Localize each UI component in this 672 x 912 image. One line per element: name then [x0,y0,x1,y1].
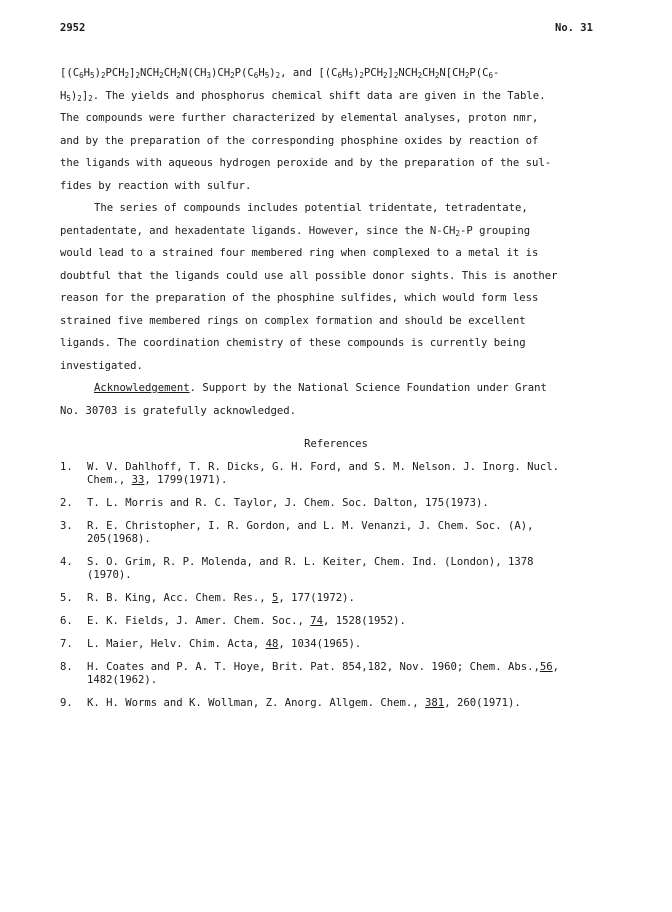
paragraph-line: would lead to a strained four membered ring when complexed to a metal it is [60,247,539,259]
formula-line-2 [60,85,610,108]
paragraph-line: The compounds were further characterized by elemental analyses, proton nmr, [60,112,539,124]
reference-citation-end: , 260(1971). [444,697,521,709]
reference-item [60,461,620,487]
reference-item [60,592,620,605]
reference-number: 6. [60,615,73,627]
reference-citation-end: , 177(1972). [278,592,355,604]
formula-text: CH [163,67,177,79]
subscript: 2 [159,71,164,80]
subscript: 3 [206,71,211,80]
formula-text: H [83,67,91,79]
reference-number: 5. [60,592,73,604]
reference-number: 9. [60,697,73,709]
subscript: 2 [124,71,130,80]
formula-tail: The yields and phosphorus chemical shift data are given in the Table. [99,89,546,102]
formula-text: ) [269,67,276,79]
subscript: 2 [230,71,235,80]
reference-item [60,497,620,510]
subscript: 5 [264,71,270,80]
issue-number: No. 31 [555,22,593,34]
acknowledgement-line [60,377,610,400]
reference-citation: L. Maier, Helv. Chim. Acta, [87,638,266,650]
reference-number: 2. [60,497,73,509]
reference-text [87,697,620,710]
acknowledgement-line: No. 30703 is gratefully acknowledged. [60,404,296,417]
formula-text: )CH [211,67,231,79]
paragraph-line: ligands. The coordination chemistry of these compounds is currently being [60,337,526,349]
reference-text [87,661,620,687]
subscript: 2 [135,71,141,80]
subscript: 6 [337,71,343,80]
reference-citation: S. O. Grim, R. P. Molenda, and R. L. Keiter, Chem. Ind. (London), 1378 (1970). [87,556,534,581]
reference-volume: 48 [265,638,279,650]
reference-text [87,615,620,628]
reference-number: 4. [60,556,73,568]
subscript: 2 [359,71,364,80]
reference-item [60,697,620,710]
formula-text: . [92,89,100,102]
formula-text: ] [129,67,136,79]
formula-text: CH [422,67,435,79]
reference-volume: 381 [425,697,445,709]
subscript: 2 [393,71,399,80]
subscript: 2 [383,71,388,80]
reference-text [87,461,620,487]
formula-line-1 [60,62,610,85]
reference-citation: W. V. Dahlhoff, T. R. Dicks, G. H. Ford, and S. M. Nelson. J. Inorg. Nucl. Chem., [87,461,559,486]
reference-citation: R. B. King, Acc. Chem. Res., [87,592,272,604]
reference-number: 8. [60,661,73,673]
subscript: 6 [79,71,84,80]
formula-text: ] [81,89,89,102]
paragraph-line: and by the preparation of the corresponding phosphine oxides by reaction of [60,134,539,147]
reference-citation: T. L. Morris and R. C. Taylor, J. Chem. Soc. Dalton, 175(1973). [87,497,489,509]
formula-text: ) [70,89,78,102]
reference-list [60,461,620,710]
formula-text: [(C [60,67,80,79]
acknowledgement-text: . Support by the National Science Foundation under Grant [189,382,547,394]
reference-text [87,638,620,651]
reference-text [87,520,620,546]
formula-text: P(C [469,67,489,79]
subscript: 6 [488,71,494,80]
subscript: 2 [434,71,440,80]
reference-item [60,520,620,546]
reference-citation-end: , 1799(1971). [144,474,228,486]
reference-volume: 56 [539,661,553,673]
formula-text: NCH [140,67,160,79]
paragraph-line: doubtful that the ligands could use all possible donor sights. This is another [60,269,558,282]
formula-text: H [60,89,67,102]
reference-citation-end: , 1034(1965). [278,638,362,650]
formula-text: ] [387,67,394,79]
formula-text: , and [(C [280,67,338,79]
formula-text: NCH [398,67,418,79]
subscript: 5 [90,71,95,80]
subscript: 5 [348,71,353,80]
formula-text: P(C [234,67,254,79]
paragraph-line: fides by reaction with sulfur. [60,179,252,192]
reference-text [87,556,620,582]
subscript: 6 [253,71,259,80]
subscript: 2 [275,71,281,80]
subscript: 2 [464,71,470,80]
reference-number: 7. [60,638,73,650]
paragraph-line: investigated. [60,359,143,372]
references-heading: References [304,438,368,450]
paragraph-line: the ligands with aqueous hydrogen peroxide and by the preparation of the sul- [60,157,552,169]
reference-citation: H. Coates and P. A. T. Hoye, Brit. Pat. 854,182, Nov. 1960; Chem. Abs., [87,661,540,673]
subscript: 2 [176,71,181,80]
subscript: 2 [88,93,93,103]
reference-citation: K. H. Worms and K. Wollman, Z. Anorg. Allgem. Chem., [87,697,426,709]
reference-text [87,592,620,605]
paragraph-line: strained five membered rings on complex formation and should be excellent [60,314,526,327]
article-body [60,62,610,422]
reference-volume: 5 [271,592,279,604]
formula-text: H [342,67,349,79]
text-run: -P grouping [459,224,531,237]
reference-volume: 33 [131,474,145,486]
reference-citation-end: , 1482(1962). [87,661,559,686]
formula-text: N[CH [439,67,465,79]
paragraph-line: reason for the preparation of the phosphine sulfides, which would form less [60,292,539,304]
formula-text: H [258,67,265,79]
reference-text [87,497,620,510]
page-number: 2952 [60,22,86,34]
formula-text: ) [94,67,101,79]
formula-text: - [493,67,500,79]
formula-text: PCH [105,67,125,79]
reference-citation: E. K. Fields, J. Amer. Chem. Soc., [87,615,311,627]
reference-citation: R. E. Christopher, I. R. Gordon, and L. M. Venanzi, J. Chem. Soc. (A), 205(1968). [87,520,534,545]
formula-text: ) [352,67,360,79]
formula-text: PCH [363,67,383,79]
subscript: 2 [455,228,460,238]
reference-item [60,661,620,687]
subscript: 5 [66,93,71,103]
reference-number: 3. [60,520,73,532]
reference-volume: 74 [310,615,323,627]
formula-text: N(CH [180,67,207,79]
acknowledgement-heading: Acknowledgement [94,382,190,394]
reference-item [60,615,620,628]
text-run: pentadentate, and hexadentate ligands. However, since the N-CH [60,224,456,237]
subscript: 2 [417,71,423,80]
reference-citation-end: , 1528(1952). [323,615,406,627]
paragraph-line [60,220,610,243]
reference-number: 1. [60,461,73,473]
paragraph-line: The series of compounds includes potential tridentate, tetradentate, [94,202,528,214]
reference-item [60,556,620,582]
subscript: 2 [77,93,82,103]
subscript: 2 [100,71,106,80]
reference-item [60,638,620,651]
